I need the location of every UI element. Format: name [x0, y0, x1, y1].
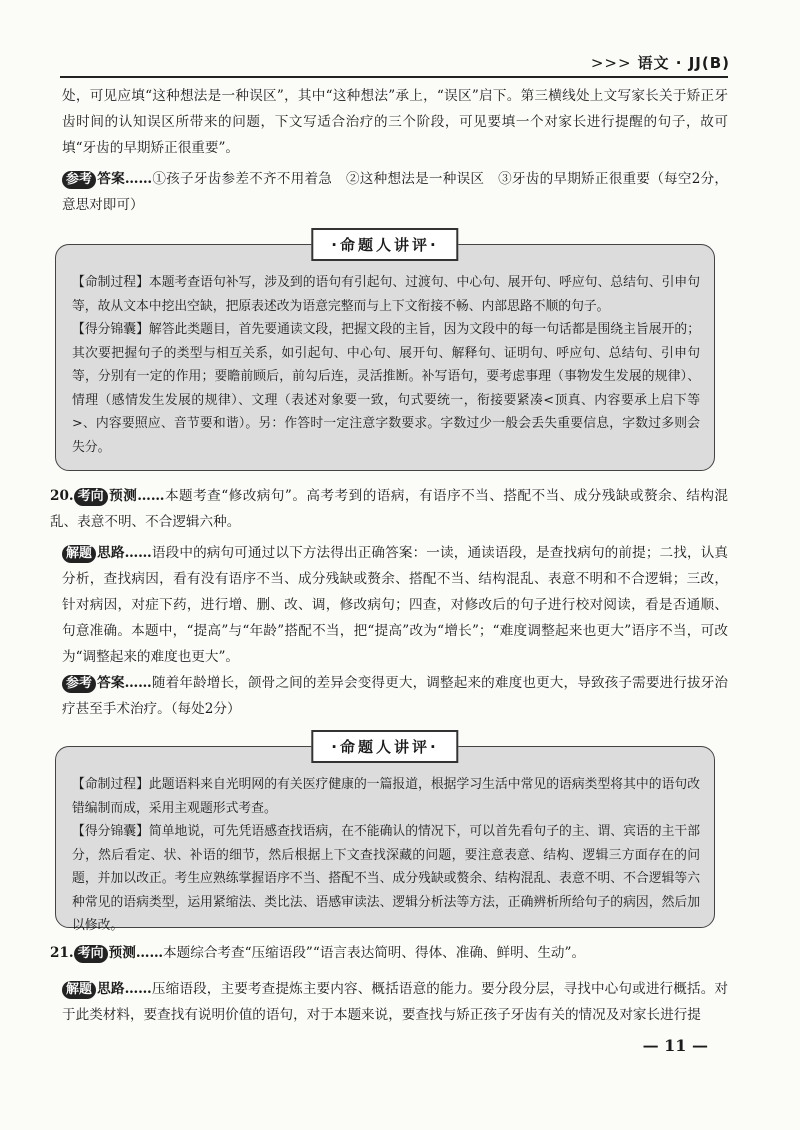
answer-badge: 参考 [62, 171, 96, 189]
header-arrows: >>> [590, 54, 632, 72]
panel-process: 【命制过程】本题考查语句补写，涉及到的语句有引起句、过渡句、中心句、展开句、呼应句、总结句、引申句等，故从文本中挖出空缺，把原表述改为语意完整而与上下文衔接不畅、内部思路不顺的句子。 [72, 275, 700, 314]
header-subject: 语文 · JJ(B) [637, 54, 730, 72]
answer-badge: 参考 [62, 675, 96, 693]
jieti-badge: 解题 [62, 545, 96, 563]
jieti-text: 压缩语段，主要考查提炼主要内容、概括语意的能力。要分段分层，寻找中心句或进行概括。对于此类材料，要查找有说明价值的语句，对于本题来说，要查找与矫正孩子牙齿有关的情况及对家长进行提 [62, 981, 729, 1023]
panel-tips: 【得分锦囊】简单地说，可先凭语感查找语病，在不能确认的情况下，可以首先看句子的主、谓、宾语的主干部分，然后看定、状、补语的细节，然后根据上下文查找深藏的问题，要注意表意、结构、逻辑三方面存在的问题，并加以改正。考生应熟练掌握语序不当、搭配不当、成分残缺或赘余、结构混乱、表意不明、不合逻辑等六种常见的语病类型，运用紧缩法、类比法、语感审读法、逻辑分析法等方法，正确辨析所给句子的病因，然后加以修改。 [72, 824, 700, 933]
jieti-text: 语段中的病句可通过以下方法得出正确答案：一读，通读语段，是查找病句的前提；二找，认真分析，查找病因，看有没有语序不当、成分残缺或赘余、搭配不当、结构混乱、表意不明和不合逻辑；三改，针对病因，对症下药，进行增、删、改、调，修改病句；四查，对修改后的句子进行校对阅读，看是否通顺、句意准确。本题中，“提高”与“年龄”搭配不当，把“提高”改为“增长”；“难度调整起来也更大”语序不当，可改为“调整起来的难度也更大”。 [62, 545, 729, 665]
panel-tips: 【得分锦囊】解答此类题目，首先要通读文段，把握文段的主旨，因为文段中的每一句话都是围绕主旨展开的；其次要把握句子的类型与相互关系，如引起句、中心句、展开句、解释句、证明句、呼应句、总结句、引申句等，分别有一定的作用；要瞻前顾后，前勾后连，灵活推断。补写语句，要考虑事理（事物发生发展的规律）、情理（感情发生发展的规律）、文理（表述对象要一致，句式要统一，衔接要紧凑<顶真、内容要承上启下等>、内容要照应、音节要和谐）。另：作答时一定注意字数要求。字数过少一般会丢失重要信息，字数过多则会失分。 [72, 322, 700, 455]
q20-jieti [62, 540, 728, 670]
jieti-label: 思路…… [97, 545, 152, 561]
q19-answer [62, 166, 728, 218]
jieti-badge: 解题 [62, 981, 96, 999]
kaoxiang-text: 本题考查“修改病句”。高考考到的语病，有语序不当、搭配不当、成分残缺或赘余、结构混乱、表意不明、不合逻辑六种。 [50, 488, 729, 530]
panel-title: ·命题人讲评· [311, 228, 458, 261]
kaoxiang-badge: 考向 [74, 945, 108, 963]
kaoxiang-text: 本题综合考查“压缩语段”“语言表达简明、得体、准确、鲜明、生动”。 [163, 945, 586, 961]
answer-label: 答案…… [97, 171, 153, 187]
q21-kaoxiang [50, 940, 728, 966]
header-rule [60, 76, 728, 78]
kaoxiang-label: 预测…… [108, 945, 164, 961]
q21-jieti [62, 976, 728, 1028]
question-number: 20. [50, 488, 74, 504]
question-number: 21. [50, 945, 74, 961]
kaoxiang-label: 预测…… [108, 488, 165, 504]
continued-analysis: 处，可见应填“这种想法是一种误区”，其中“这种想法”承上，“误区”启下。第三横线处上文写家长关于矫正牙齿时间的认知误区所带来的问题，下文写适合治疗的三个阶段，可见要填一个对家长进行提醒的句子，故可填“牙齿的早期矫正很重要”。 [62, 88, 728, 156]
commentary-panel-1 [55, 236, 715, 471]
commentary-panel-2 [55, 738, 715, 933]
panel-title: ·命题人讲评· [311, 730, 458, 763]
page-number: — 11 — [642, 1036, 708, 1055]
panel-process: 【命制过程】此题语料来自光明网的有关医疗健康的一篇报道，根据学习生活中常见的语病类型将其中的语句改错编制而成，采用主观题形式考查。 [72, 777, 700, 816]
kaoxiang-badge: 考向 [74, 488, 108, 506]
q20-answer [62, 670, 728, 722]
answer-text: ①孩子牙齿参差不齐不用着急 ②这种想法是一种误区 ③牙齿的早期矫正很重要（每空2分，意思对即可） [62, 171, 729, 213]
answer-text: 随着年龄增长，颌骨之间的差异会变得更大，调整起来的难度也更大，导致孩子需要进行拔牙治疗甚至手术治疗。（每处2分） [62, 675, 729, 717]
answer-label: 答案…… [97, 675, 152, 691]
page-header [591, 52, 730, 73]
q20-kaoxiang [50, 483, 728, 535]
jieti-label: 思路…… [97, 981, 152, 997]
